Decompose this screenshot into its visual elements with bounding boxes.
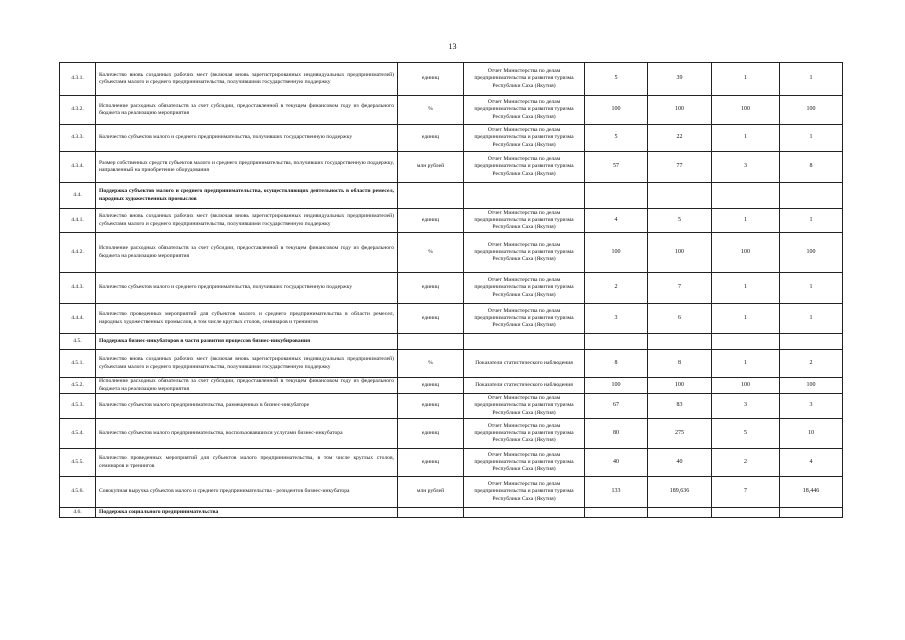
section-row [60, 508, 843, 518]
row-description: Исполнение расходных обязательств за счет субсидии, предоставленной в текущем финансовом году из федерального бюджета на реализацию мероприятия [96, 96, 398, 125]
row-description: Количество вновь созданных рабочих мест (включая вновь зарегистрированных индивидуальных предпринимателей) субъектами малого и среднего предпринимательства, получившими государственную поддержку [96, 209, 398, 233]
row-description: Совокупная выручка субъектов малого и среднего предпринимательства - резидентов бизнес-инкубатора [96, 477, 398, 508]
row-value-3 [712, 508, 780, 518]
row-unit: млн рублей [398, 152, 464, 183]
table-row [60, 152, 843, 183]
row-value-1: 100 [585, 96, 648, 125]
row-value-2: 77 [648, 152, 712, 183]
row-number: 4.3.2. [60, 96, 96, 125]
row-unit: единиц [398, 378, 464, 394]
row-description: Количество субъектов малого предпринимательства, воспользовавшихся услугами бизнес-инкубатора [96, 419, 398, 449]
row-unit: % [398, 96, 464, 125]
row-number: 4.5.6. [60, 477, 96, 508]
row-source: Показатели статистического наблюдения [464, 378, 585, 394]
row-value-1 [585, 334, 648, 350]
row-value-1: 5 [585, 63, 648, 96]
row-number: 4.5.4. [60, 419, 96, 449]
row-number: 4.6. [60, 508, 96, 518]
table-row [60, 304, 843, 334]
row-value-1: 100 [585, 233, 648, 273]
row-value-4: 100 [780, 233, 843, 273]
row-source: Показатели статистического наблюдения [464, 350, 585, 378]
row-value-4: 100 [780, 378, 843, 394]
row-description: Количество проведенных мероприятий для субъектов малого предпринимательства, в том числе круглых столов, семинаров и тренингов [96, 449, 398, 477]
row-source: Отчет Министерства по делам предпринимательства и развития туризма Республики Саха (Якутия) [464, 125, 585, 152]
row-value-3: 7 [712, 477, 780, 508]
row-value-3: 2 [712, 449, 780, 477]
row-description: Количество субъектов малого и среднего предпринимательства, получивших государственную поддержку [96, 125, 398, 152]
row-value-1: 40 [585, 449, 648, 477]
row-value-4: 100 [780, 96, 843, 125]
row-unit [398, 508, 464, 518]
table-row [60, 394, 843, 419]
row-unit [398, 183, 464, 209]
row-number: 4.5.2. [60, 378, 96, 394]
row-value-4: 2 [780, 350, 843, 378]
row-value-4: 1 [780, 273, 843, 304]
table-body [60, 63, 843, 518]
row-value-4: 1 [780, 125, 843, 152]
row-unit: единиц [398, 209, 464, 233]
row-value-3: 100 [712, 96, 780, 125]
row-unit: единиц [398, 449, 464, 477]
row-source: Отчет Министерства по делам предпринимательства и развития туризма Республики Саха (Якутия) [464, 152, 585, 183]
row-value-1 [585, 508, 648, 518]
row-value-3: 5 [712, 419, 780, 449]
row-value-1 [585, 183, 648, 209]
row-description: Исполнение расходных обязательств за счет субсидии, предоставленной в текущем финансовом году из федерального бюджета на реализацию мероприятия [96, 233, 398, 273]
row-unit: единиц [398, 63, 464, 96]
row-number: 4.4.3. [60, 273, 96, 304]
row-value-2: 5 [648, 209, 712, 233]
row-value-1: 2 [585, 273, 648, 304]
table-row [60, 63, 843, 96]
row-number: 4.5.3. [60, 394, 96, 419]
row-number: 4.3.3. [60, 125, 96, 152]
row-value-2: 7 [648, 273, 712, 304]
row-value-1: 67 [585, 394, 648, 419]
row-value-4: 1 [780, 63, 843, 96]
table-row [60, 419, 843, 449]
row-value-4 [780, 508, 843, 518]
row-unit: % [398, 233, 464, 273]
row-source: Отчет Министерства по делам предпринимательства и развития туризма Республики Саха (Якутия) [464, 63, 585, 96]
row-value-1: 5 [585, 125, 648, 152]
row-value-2: 8 [648, 350, 712, 378]
row-value-4: 4 [780, 449, 843, 477]
row-value-3: 3 [712, 394, 780, 419]
row-value-3: 100 [712, 378, 780, 394]
table-row [60, 233, 843, 273]
row-unit: % [398, 350, 464, 378]
row-number: 4.4.2. [60, 233, 96, 273]
row-value-2: 40 [648, 449, 712, 477]
row-unit: единиц [398, 419, 464, 449]
row-description: Поддержка бизнес-инкубаторов в части развития процессов бизнес-инкубирования [96, 334, 398, 350]
row-value-2: 100 [648, 96, 712, 125]
row-value-4 [780, 334, 843, 350]
row-value-3: 3 [712, 152, 780, 183]
row-value-1: 80 [585, 419, 648, 449]
row-value-2 [648, 183, 712, 209]
row-value-2: 189,636 [648, 477, 712, 508]
row-source: Отчет Министерства по делам предпринимательства и развития туризма Республики Саха (Якутия) [464, 394, 585, 419]
table-row [60, 449, 843, 477]
row-number: 4.4. [60, 183, 96, 209]
row-source [464, 183, 585, 209]
section-row [60, 334, 843, 350]
row-unit: млн рублей [398, 477, 464, 508]
row-source [464, 334, 585, 350]
row-value-2: 22 [648, 125, 712, 152]
row-description: Исполнение расходных обязательств за счет субсидии, предоставленной в текущем финансовом году из федерального бюджета на реализацию мероприятия [96, 378, 398, 394]
row-source: Отчет Министерства по делам предпринимательства и развития туризма Республики Саха (Якутия) [464, 419, 585, 449]
row-value-3: 1 [712, 273, 780, 304]
row-value-4: 10 [780, 419, 843, 449]
row-value-1: 57 [585, 152, 648, 183]
row-description: Количество проведенных мероприятий для субъектов малого и среднего предпринимательства в области ремесел, народных художественных промыслов, в том числе круглых столов, семинаров и тренингов [96, 304, 398, 334]
row-number: 4.4.4. [60, 304, 96, 334]
indicators-table [59, 62, 843, 518]
row-value-4: 3 [780, 394, 843, 419]
row-unit: единиц [398, 304, 464, 334]
row-source: Отчет Министерства по делам предпринимательства и развития туризма Республики Саха (Якутия) [464, 273, 585, 304]
row-number: 4.5. [60, 334, 96, 350]
table-row [60, 350, 843, 378]
row-value-1: 4 [585, 209, 648, 233]
row-source: Отчет Министерства по делам предпринимательства и развития туризма Республики Саха (Якутия) [464, 449, 585, 477]
row-number: 4.4.1. [60, 209, 96, 233]
row-description: Поддержка социального предпринимательства [96, 508, 398, 518]
row-description: Количество субъектов малого и среднего предпринимательства, получивших государственную поддержку [96, 273, 398, 304]
row-value-1: 3 [585, 304, 648, 334]
row-description: Количество вновь созданных рабочих мест (включая вновь зарегистрированных индивидуальных предпринимателей) субъектами малого и среднего предпринимательства, получившими государственную поддержку [96, 63, 398, 96]
row-number: 4.5.1. [60, 350, 96, 378]
row-value-1: 100 [585, 378, 648, 394]
row-value-3 [712, 183, 780, 209]
row-number: 4.3.1. [60, 63, 96, 96]
row-value-4: 8 [780, 152, 843, 183]
row-value-4: 1 [780, 304, 843, 334]
row-source: Отчет Министерства по делам предпринимательства и развития туризма Республики Саха (Якутия) [464, 96, 585, 125]
row-value-3: 1 [712, 350, 780, 378]
row-unit: единиц [398, 125, 464, 152]
row-value-3: 100 [712, 233, 780, 273]
row-value-3 [712, 334, 780, 350]
table-row [60, 96, 843, 125]
row-value-3: 1 [712, 304, 780, 334]
row-value-2: 100 [648, 233, 712, 273]
row-value-4 [780, 183, 843, 209]
row-description: Количество вновь созданных рабочих мест (включая вновь зарегистрированных индивидуальных предпринимателей) субъектами малого и среднего предпринимательства, получившими государственную поддержку [96, 350, 398, 378]
row-value-1: 8 [585, 350, 648, 378]
row-source: Отчет Министерства по делам предпринимательства и развития туризма Республики Саха (Якутия) [464, 209, 585, 233]
row-unit: единиц [398, 273, 464, 304]
row-description: Поддержка субъектов малого и среднего предпринимательства, осуществляющих деятельность в области ремесел, народных художественных промыслов [96, 183, 398, 209]
row-value-2 [648, 334, 712, 350]
table-row [60, 378, 843, 394]
row-value-3: 1 [712, 209, 780, 233]
page-number: 13 [448, 42, 457, 51]
row-description: Количество субъектов малого предпринимательства, размещенных в бизнес-инкубаторе [96, 394, 398, 419]
row-unit: единиц [398, 394, 464, 419]
row-value-3: 1 [712, 125, 780, 152]
row-number: 4.5.5. [60, 449, 96, 477]
row-source [464, 508, 585, 518]
row-value-4: 18,446 [780, 477, 843, 508]
row-value-1: 133 [585, 477, 648, 508]
row-description: Размер собственных средств субъектов малого и среднего предпринимательства, получивших государственную поддержку, направленный на приобретение оборудования [96, 152, 398, 183]
section-row [60, 183, 843, 209]
row-value-2: 83 [648, 394, 712, 419]
table-row [60, 273, 843, 304]
table-row [60, 125, 843, 152]
row-value-2: 6 [648, 304, 712, 334]
table-row [60, 209, 843, 233]
row-value-2: 275 [648, 419, 712, 449]
row-value-2 [648, 508, 712, 518]
row-source: Отчет Министерства по делам предпринимательства и развития туризма Республики Саха (Якутия) [464, 304, 585, 334]
row-value-2: 100 [648, 378, 712, 394]
row-number: 4.3.4. [60, 152, 96, 183]
row-value-3: 1 [712, 63, 780, 96]
row-unit [398, 334, 464, 350]
row-value-4: 1 [780, 209, 843, 233]
table-row [60, 477, 843, 508]
row-source: Отчет Министерства по делам предпринимательства и развития туризма Республики Саха (Якутия) [464, 477, 585, 508]
row-source: Отчет Министерства по делам предпринимательства и развития туризма Республики Саха (Якутия) [464, 233, 585, 273]
row-value-2: 39 [648, 63, 712, 96]
